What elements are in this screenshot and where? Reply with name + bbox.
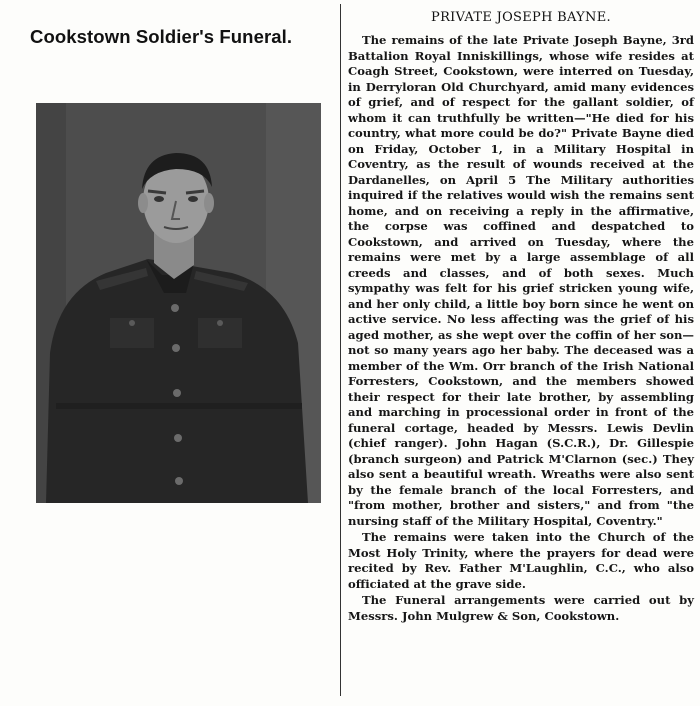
column-rule xyxy=(340,4,341,696)
soldier-portrait xyxy=(36,103,321,503)
soldier-portrait-illustration xyxy=(36,103,321,503)
article-body xyxy=(348,33,694,624)
headline: Cookstown Soldier's Funeral. xyxy=(30,26,293,47)
article-paragraph: The remains of the late Private Joseph Bayne, 3rd Battalion Royal Inniskillings, whose wife resides at Coagh Street, Cookstown, were interred on Tuesday, in Derryloran Old Churchyard, amid many evidences of grief, and of respect for the gallant soldier, of whom it can truthfully be written—"He died for his country, what more could be do?" Private Bayne died on Friday, October 1, in a Military Hospital in Coventry, as the result of wounds received at the Dardanelles, on April 5 The Military authorities inquired if the relatives would wish the remains sent home, and on receiving a reply in the affirmative, the corpse was coffined and despatched to Cookstown, and arrived on Tuesday, where the remains were met by a large assemblage of all creeds and classes, and of both sexes. Much sympathy was felt for his grief stricken young wife, and her only child, a little boy born since he went on active service. No less affecting was the grief of his aged mother, as she wept over the coffin of her son—not so many years ago her baby. The deceased was a member of the Wm. Orr branch of the Irish National Forresters, Cookstown, and the members showed their respect for their late brother, by assembling and marching in processional order in front of the funeral cortage, headed by Messrs. Lewis Devlin (chief ranger). John Hagan (S.C.R.), Dr. Gillespie (branch surgeon) and Patrick M'Clarnon (sec.) They also sent a beautiful wreath. Wreaths were also sent by the female branch of the local Forresters, and "from mother, brother and sisters," and from "the nursing staff of the Military Hospital, Coventry." xyxy=(348,33,694,528)
article-paragraph: The Funeral arrangements were carried out by Messrs. John Mulgrew & Son, Cookstown. xyxy=(348,593,694,623)
left-column xyxy=(0,0,338,706)
article-title: PRIVATE JOSEPH BAYNE. xyxy=(431,10,611,25)
right-column xyxy=(348,0,694,706)
article-paragraph: The remains were taken into the Church of the Most Holy Trinity, where the prayers for dead were recited by Rev. Father M'Laughlin, C.C., who also officiated at the grave side. xyxy=(348,530,694,591)
